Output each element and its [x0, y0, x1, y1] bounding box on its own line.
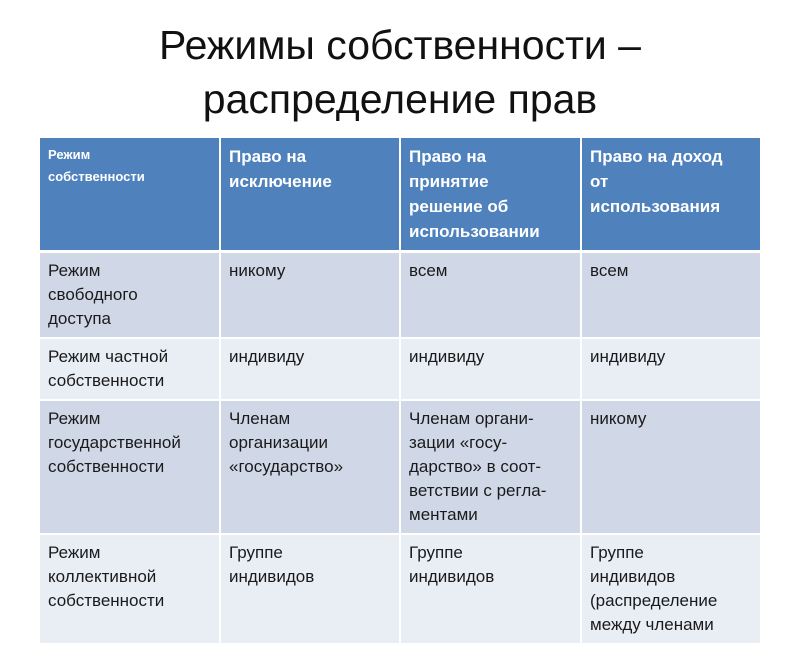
- cell-regime: Режим коллективной собственности: [40, 534, 220, 644]
- cell-income: никому: [581, 400, 760, 534]
- cell-exclusion: Группе индивидов: [220, 534, 400, 644]
- cell-decision: Группе индивидов: [400, 534, 581, 644]
- table-row: [40, 400, 760, 534]
- header-regime: Режим собственности: [40, 138, 220, 252]
- cell-decision: Членам органи- зации «госу- дарство» в соот- ветствии с регла- ментами: [400, 400, 581, 534]
- cell-exclusion: индивиду: [220, 338, 400, 400]
- table-row: [40, 534, 760, 644]
- slide-title-line1: Режимы собственности –: [159, 22, 641, 68]
- cell-decision: всем: [400, 252, 581, 339]
- cell-regime: Режим свободного доступа: [40, 252, 220, 339]
- cell-regime: Режим частной собственности: [40, 338, 220, 400]
- cell-regime: Режим государственной собственности: [40, 400, 220, 534]
- header-right-income: Право на доход от использования: [581, 138, 760, 252]
- cell-exclusion: никому: [220, 252, 400, 339]
- cell-exclusion: Членам организации «государство»: [220, 400, 400, 534]
- header-right-decision: Право на принятие решение об использовании: [400, 138, 581, 252]
- cell-income: индивиду: [581, 338, 760, 400]
- header-right-exclusion: Право на исключение: [220, 138, 400, 252]
- table-header-row: [40, 138, 760, 252]
- slide-title-line2: распределение прав: [202, 76, 598, 122]
- cell-decision: индивиду: [400, 338, 581, 400]
- property-rights-table: [40, 138, 760, 645]
- slide-title: [0, 18, 800, 126]
- table-row: [40, 338, 760, 400]
- table-row: [40, 252, 760, 339]
- cell-income: всем: [581, 252, 760, 339]
- cell-income: Группе индивидов (распределение между членами: [581, 534, 760, 644]
